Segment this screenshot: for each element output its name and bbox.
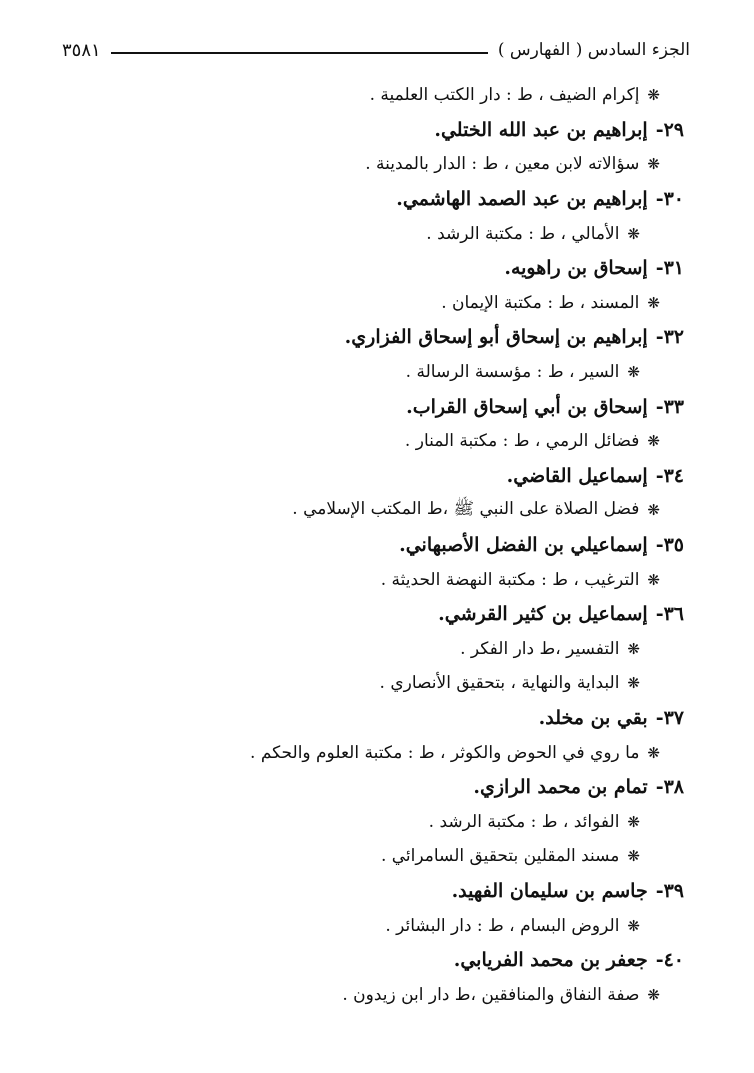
work-entry	[40, 216, 684, 251]
author-name: بقي بن مخلد.	[538, 706, 648, 729]
entry-number: ٣٥-	[655, 534, 684, 557]
author-name: إبراهيم بن عبد الصمد الهاشمي.	[396, 188, 648, 211]
work-title: الروض البسام ، ط : دار البشائر .	[385, 915, 620, 936]
author-entry	[40, 770, 684, 805]
work-entry	[40, 493, 684, 528]
work-title: السير ، ط : مؤسسة الرسالة .	[405, 362, 620, 383]
author-name: جعفر بن محمد الفريابي.	[453, 949, 648, 972]
work-entry	[40, 839, 684, 874]
author-entry	[40, 701, 684, 736]
entry-number: ٢٩-	[655, 118, 684, 141]
bullet-icon: ❋	[647, 743, 660, 762]
work-entry	[40, 286, 684, 321]
work-entry	[40, 908, 684, 943]
work-entry	[40, 977, 684, 1012]
work-entry	[40, 424, 684, 459]
bullet-icon: ❋	[627, 674, 640, 693]
work-title: الفوائد ، ط : مكتبة الرشد .	[428, 811, 620, 832]
author-entry	[40, 389, 684, 424]
entry-number: ٤٠-	[655, 949, 684, 972]
bullet-icon: ❋	[627, 639, 640, 658]
work-entry	[40, 804, 684, 839]
author-name: إسحاق بن راهويه.	[504, 257, 648, 280]
bullet-icon: ❋	[627, 847, 640, 866]
page-header	[62, 36, 690, 64]
work-title: التفسير ،ط دار الفكر .	[460, 638, 620, 659]
work-entry	[40, 735, 684, 770]
entry-number: ٣٣-	[655, 395, 684, 418]
work-title: ما روي في الحوض والكوثر ، ط : مكتبة العلوم والحكم .	[250, 742, 640, 763]
bullet-icon: ❋	[627, 224, 640, 243]
author-name: إبراهيم بن عبد الله الختلي.	[434, 118, 648, 141]
page-number: ٣٥٨١	[62, 39, 101, 61]
bullet-icon: ❋	[647, 86, 660, 105]
author-entry	[40, 597, 684, 632]
author-entry	[40, 251, 684, 286]
author-entry	[40, 182, 684, 217]
work-title: صفة النفاق والمنافقين ،ط دار ابن زيدون .	[342, 984, 640, 1005]
bullet-icon: ❋	[647, 155, 660, 174]
entry-number: ٣٤-	[655, 464, 684, 487]
entry-number: ٣٧-	[655, 706, 684, 729]
author-entry	[40, 320, 684, 355]
work-entry	[40, 632, 684, 667]
work-title: البداية والنهاية ، بتحقيق الأنصاري .	[379, 673, 620, 694]
bullet-icon: ❋	[647, 570, 660, 589]
author-name: جاسم بن سليمان الفهيد.	[451, 879, 648, 902]
work-entry	[40, 147, 684, 182]
author-name: إسماعيل بن كثير القرشي.	[438, 603, 648, 626]
index-entries	[40, 78, 684, 1012]
work-title: سؤالاته لابن معين ، ط : الدار بالمدينة .	[365, 154, 640, 175]
author-name: تمام بن محمد الرازي.	[473, 776, 648, 799]
author-entry	[40, 528, 684, 563]
author-name: إسحاق بن أبي إسحاق القراب.	[406, 395, 648, 418]
author-entry	[40, 113, 684, 148]
work-entry	[40, 355, 684, 390]
author-name: إبراهيم بن إسحاق أبو إسحاق الفزاري.	[344, 326, 648, 349]
work-entry	[40, 666, 684, 701]
work-title: الترغيب ، ط : مكتبة النهضة الحديثة .	[380, 569, 640, 590]
work-title: فضائل الرمي ، ط : مكتبة المنار .	[404, 431, 640, 452]
author-entry	[40, 943, 684, 978]
bullet-icon: ❋	[647, 501, 660, 520]
bullet-icon: ❋	[647, 985, 660, 1004]
entry-number: ٣٠-	[655, 188, 684, 211]
entry-number: ٣٩-	[655, 879, 684, 902]
author-name: إسماعيلي بن الفضل الأصبهاني.	[399, 534, 648, 557]
entry-number: ٣١-	[655, 257, 684, 280]
work-title: إكرام الضيف ، ط : دار الكتب العلمية .	[369, 85, 640, 106]
work-title: فضل الصلاة على النبي ﷺ ،ط المكتب الإسلامي .	[292, 498, 640, 519]
bullet-icon: ❋	[627, 363, 640, 382]
entry-number: ٣٨-	[655, 776, 684, 799]
bullet-icon: ❋	[627, 916, 640, 935]
work-entry	[40, 78, 684, 113]
running-title: الجزء السادس ( الفهارس )	[497, 40, 690, 60]
author-entry	[40, 874, 684, 909]
bullet-icon: ❋	[647, 293, 660, 312]
author-entry	[40, 459, 684, 494]
bullet-icon: ❋	[647, 432, 660, 451]
bullet-icon: ❋	[627, 812, 640, 831]
work-title: المسند ، ط : مكتبة الإيمان .	[441, 292, 640, 313]
work-entry	[40, 562, 684, 597]
work-title: مسند المقلين بتحقيق السامرائي .	[380, 846, 620, 867]
author-name: إسماعيل القاضي.	[506, 464, 648, 487]
header-rule	[111, 52, 488, 54]
entry-number: ٣٢-	[655, 326, 684, 349]
work-title: الأمالي ، ط : مكتبة الرشد .	[426, 223, 620, 244]
entry-number: ٣٦-	[655, 603, 684, 626]
